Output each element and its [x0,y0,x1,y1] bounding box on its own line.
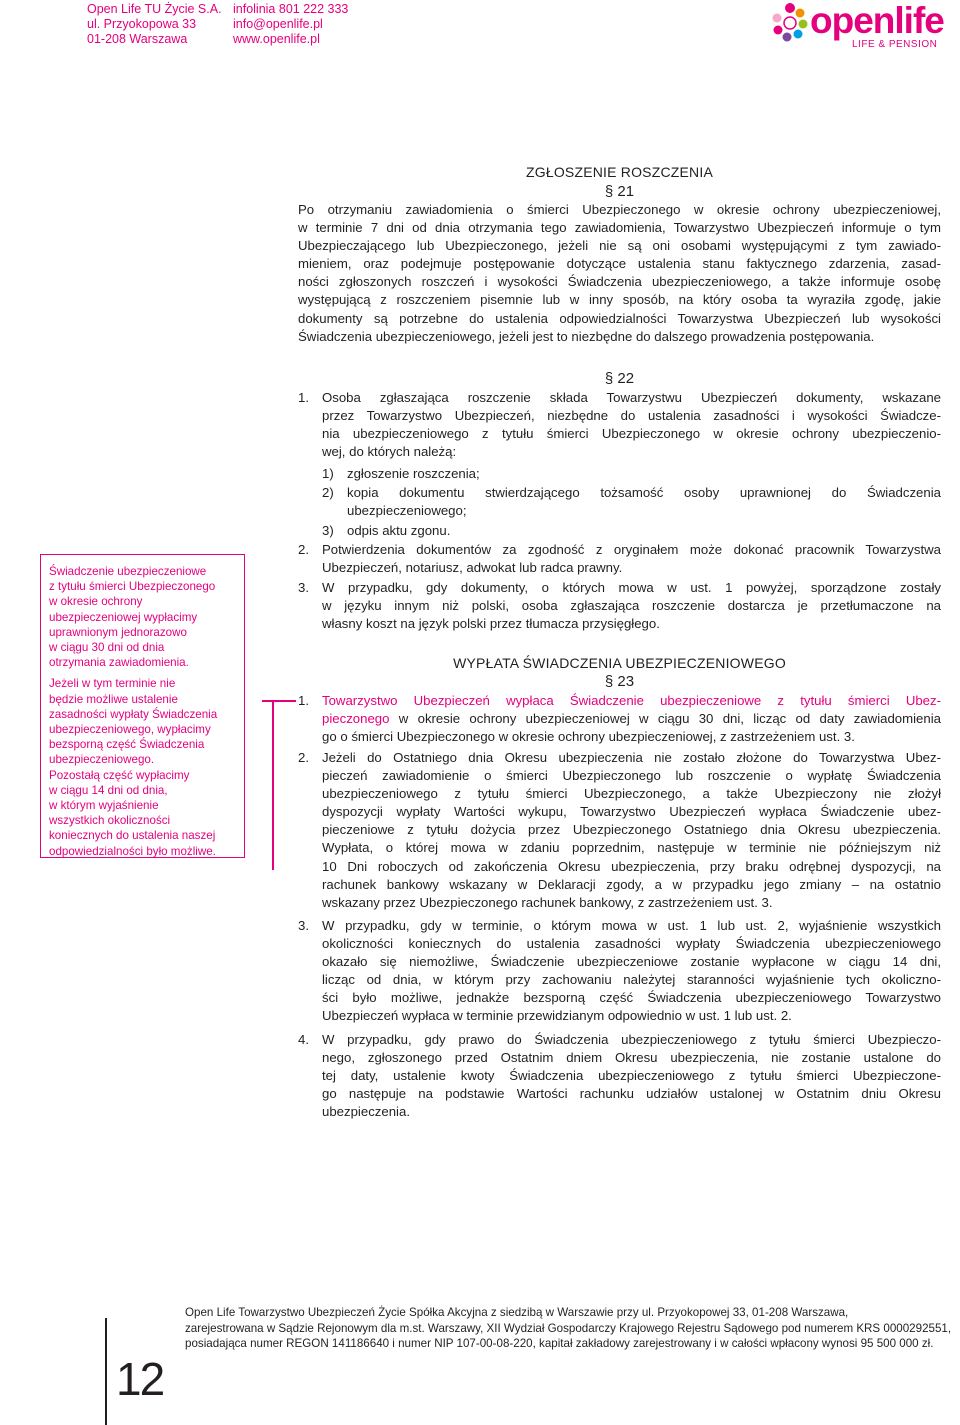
side-note-line: uprawnionym jednorazowo [49,625,187,639]
text-line: go następuje na podstawie Wartości rachunku udziałów ustalonej w Ostatnim dniu Okresu [322,1086,941,1102]
text-line: dokumenty są potrzebne do ustalenia odpowiedzialności Towarzystwa Ubezpieczeń lub wysokości [298,310,941,326]
item-number: 1. [298,693,309,708]
item-number: 3. [298,580,309,595]
text-line: kopia dokumentu stwierdzającego tożsamość osoby uprawnionej do Świadczenia [347,485,941,500]
text-line: Po otrzymaniu zawiadomienia o śmierci Ubezpieczonego w okresie ochrony ubezpieczeniowej, [298,202,941,217]
footer-line: Open Life Towarzystwo Ubezpieczeń Życie Spółka Akcyjna z siedzibą w Warszawie przy ul. Przyokopowej 33, 01-208 Warszawa, [185,1306,849,1319]
item-number: 4. [298,1032,309,1047]
section-title-claim: ZGŁOSZENIE ROSZCZENIA [526,164,713,180]
side-note-line: Jeżeli w tym terminie nie [49,677,176,691]
text-line: okazało się niemożliwe, Świadczenie ubezpieczeniowe zostanie wypłacone w ciągu 14 dni, [322,954,941,970]
company-city: 01-208 Warszawa [87,32,188,46]
flower-icon [770,2,810,46]
text-line: nego, zgłoszonego przed Ostatnim dniem Okresu ubezpieczenia, nie zostanie ustalone do [322,1050,941,1066]
connector-arrow [262,700,296,702]
item-number: 2. [298,542,309,557]
text-line: okoliczności koniecznych do ustalenia zasadności wypłaty Świadczenia ubezpieczeniowego [322,936,941,952]
text-line: ności zgłoszonych roszczeń i wysokości Świadczenia ubezpieczeniowego, a także informuje osobę [298,274,941,290]
text-line: Świadczenia ubezpieczeniowego, jeżeli jest to niezbędne do dalszego prowadzenia postępowania. [298,328,875,344]
text-line: wej, do których należą: [322,444,457,460]
company-street: ul. Przyokopowa 33 [87,17,197,31]
side-note-line: ubezpieczeniowego. [49,753,155,767]
openlife-logo [770,2,950,52]
text-line: W przypadku, gdy prawo do Świadczenia ubezpieczeniowego z tytułu śmierci Ubezpieczo- [322,1032,941,1047]
text-line: W przypadku, gdy w terminie, o którym mowa w ust. 1 lub ust. 2, wyjaśnienie wszystkich [322,918,941,933]
side-note-line: koniecznych do ustalenia naszej [49,829,216,843]
hotline: infolinia 801 222 333 [233,2,349,16]
side-note-line: w okresie ochrony [49,595,143,609]
footer-line: zarejestrowana w Sądzie Rejonowym dla m.st. Warszawy, XII Wydział Gospodarczy Krajowego Rejestru Sądowego pod numerem KRS 0000292551, [185,1321,952,1335]
paragraph-mark-23: § 23 [604,673,635,690]
text-line: zgłoszenie roszczenia; [347,466,480,481]
email-link[interactable]: info@openlife.pl [233,17,323,31]
text-line: go o śmierci Ubezpieczonego w okresie ochrony ubezpieczeniowej, z zastrzeżeniem ust. 3. [322,729,855,745]
side-note-line: będzie możliwe ustalenie [49,692,178,706]
company-contact [233,2,348,47]
text-line: własny koszt na język polski przez tłumacza przysięgłego. [322,616,660,632]
highlighted-line: Towarzystwo Ubezpieczeń wypłaca Świadczenie ubezpieczeniowe z tytułu śmierci Ubez- [322,693,941,708]
page-divider [105,1318,107,1425]
sub-number: 3) [322,523,334,538]
text-line: Ubezpieczeń wypłaca w terminie przewidzianym odpowiednio w ust. 1 lub ust. 2. [322,1008,792,1024]
text-line: ubezpieczenia. [322,1104,410,1120]
side-note-box [40,554,245,858]
section1-paragraph [298,201,941,346]
side-note-line: bezsporną część Świadczenia [49,738,205,752]
website-link[interactable]: www.openlife.pl [233,32,320,46]
sub-number: 1) [322,466,334,481]
paragraph-mark-22: § 22 [604,370,635,387]
company-name: Open Life TU Życie S.A. [87,2,222,16]
company-address [87,2,222,47]
highlighted-word: pieczonego [322,711,390,727]
text-line: ubezpieczeniowego z tytułu śmierci Ubezpieczonego, a także Ubezpieczony nie złożył [322,786,941,802]
text-line: odpis aktu zgonu. [347,523,451,538]
text-line: rachunek bankowy wskazany w Deklaracji zgody, a w przypadku jego zmiany – na ostatnio [322,876,941,892]
text-line: dyspozycji wypłaty Wartości wykupu, Towarzystwo Ubezpieczeń wypłaca Świadczenie ubez- [322,804,941,820]
side-note-line: wszystkich okoliczności [49,814,171,828]
item-number: 3. [298,918,309,933]
text-line [322,710,941,728]
text-fragment: w okresie ochrony ubezpieczeniowej w ciągu 30 dni, licząc od daty zawiadomienia [389,711,941,727]
text-line: pieczeń zawiadomienie o śmierci Ubezpieczonego lub roszczenie o wypłatę Świadczenia [322,768,941,784]
section-title-payout: WYPŁATA ŚWIADCZENIA UBEZPIECZENIOWEGO [453,655,786,671]
side-note-line: z tytułu śmierci Ubezpieczonego [49,580,216,594]
text-line: 10 Dni roboczych od zakończenia Okresu ubezpieczenia, przy braku odrębnej dyspozycji, na [322,858,941,874]
page-number: 12 [116,1353,164,1405]
logo-tagline: LIFE & PENSION [852,39,938,50]
side-note-line: Pozostałą część wypłacimy [49,768,190,782]
text-line: przez Towarzystwo Ubezpieczeń, niezbędne do ustalenia zasadności i wysokości Świadcze- [322,408,941,424]
text-line: Osoba zgłaszająca roszczenie składa Towarzystwu Ubezpieczeń dokumenty, wskazane [322,390,941,405]
legal-footer [185,1305,952,1352]
item-number: 2. [298,750,309,765]
text-line: pieczeniowe z tytułu dożycia przez Ubezpieczonego Ostatniego dnia Okresu ubezpieczenia. [322,822,941,838]
text-line: Ubezpieczeń, notariusz, adwokat lub radca prawny. [322,560,623,576]
text-line: mieniem, oraz podejmuje postępowanie dotyczące ustalenia stanu faktycznego zdarzenia, zasad- [298,256,941,272]
side-note-line: w ciągu 14 dni od dnia, [49,783,168,797]
text-line: w terminie 7 dni od dnia otrzymania tego zawiadomienia, Towarzystwo Ubezpieczeń informuje o tym [298,220,941,236]
text-line: wskazany przez Ubezpieczonego rachunek bankowy, z zastrzeżeniem ust. 3. [322,894,773,910]
text-line: w języku innym niż polski, osoba zgłaszająca roszczenie dostarcza je przetłumaczone na [322,598,941,614]
side-note-line: w ciągu 30 dni od dnia [49,641,165,655]
text-line: Potwierdzenia dokumentów za zgodność z oryginałem może dokonać pracownik Towarzystwa [322,542,941,557]
side-note-line: otrzymania zawiadomienia. [49,656,189,670]
side-note-line: Świadczenie ubezpieczeniowe [49,565,207,578]
footer-line: posiadająca numer REGON 141186640 i numer NIP 107-00-08-220, kapitał zakładowy zarejestrowany i w całości wpłacony wynosi 95 500 000 zł. [185,1337,934,1350]
text-line: nia ubezpieczeniowego z tytułu śmierci Ubezpieczonego w okresie ochrony ubezpieczenio- [322,426,941,442]
side-note-line: w którym wyjaśnienie [49,799,159,813]
text-line: W przypadku, gdy dokumenty, o których mowa w ust. 1 powyżej, sporządzone zostały [322,580,941,595]
side-note-line: ubezpieczeniowej wypłacimy [49,610,198,624]
text-line: ubezpieczeniowego; [347,503,467,519]
side-note-line: odpowiedzialności było możliwe. [49,844,216,858]
text-line: Wypłata, o której mowa w zdaniu poprzednim, następuje w terminie nie późniejszym niż [322,840,941,856]
text-line: Jeżeli do Ostatniego dnia Okresu ubezpieczenia nie zostało złożone do Towarzystwa Ubez- [322,750,941,765]
logo-wordmark: openlife [810,0,944,41]
connector-line [272,700,274,870]
side-note-line: zasadności wypłaty Świadczenia [49,707,218,721]
side-note-line: ubezpieczeniowego, wypłacimy [49,723,211,737]
text-line: Ubezpieczającego lub Ubezpieczonego, jeżeli nie są oni osobami występującymi z tym zawiado- [298,238,941,254]
sub-number: 2) [322,485,334,500]
text-line: występującą z roszczeniem pisemnie lub w inny sposób, na który osoba ta wyraziła zgodę, jakie [298,292,941,308]
text-line: licząc od dnia, w którym przy zachowaniu należytej staranności wyjaśnienie tych okoliczno- [322,972,941,988]
item-number: 1. [298,390,309,405]
text-line: ści było możliwe, jednakże bezsporną część Świadczenia ubezpieczeniowego Towarzystwo [322,990,941,1006]
text-line: tej daty, ustalenie kwoty Świadczenia ubezpieczeniowego z tytułu śmierci Ubezpieczone- [322,1068,941,1084]
paragraph-mark-21: § 21 [604,183,635,200]
